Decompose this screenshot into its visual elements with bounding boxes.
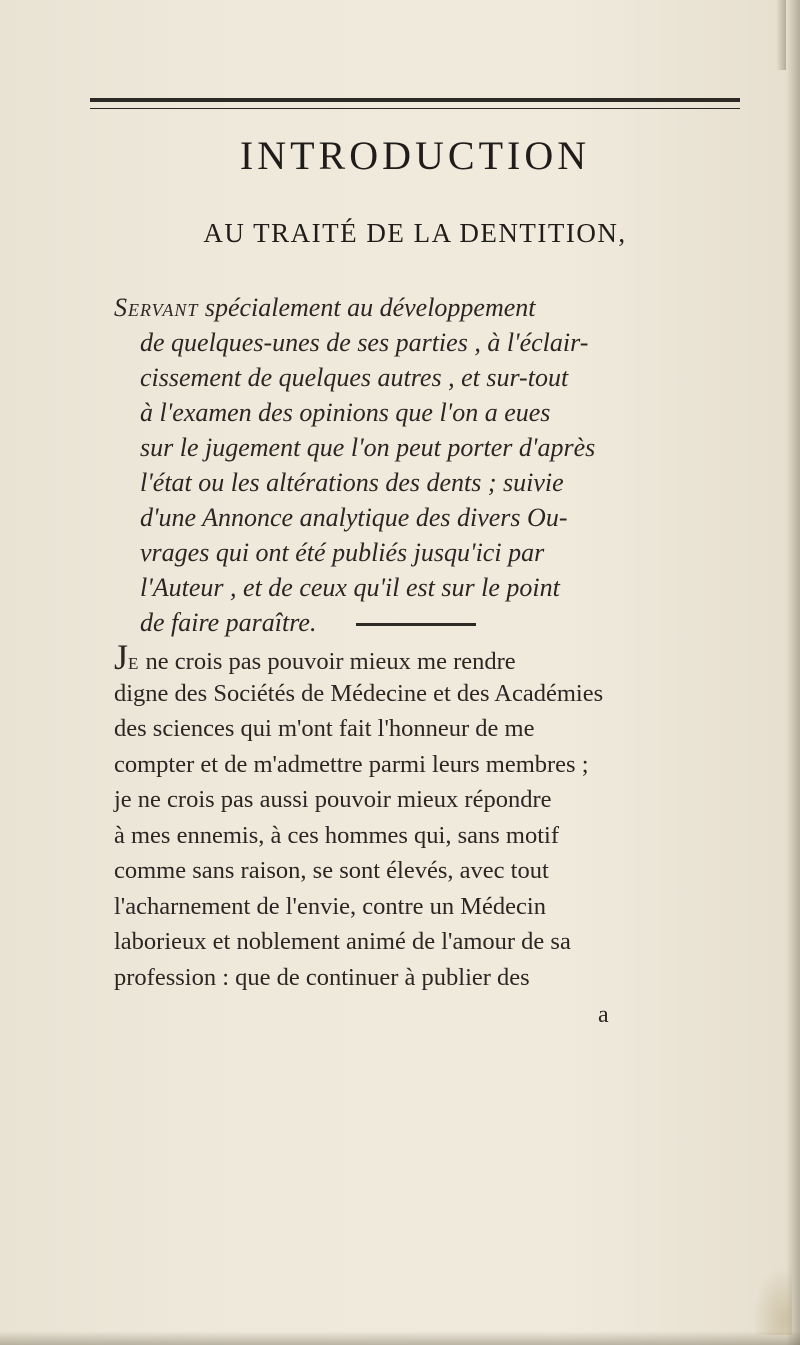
section-separator-rule bbox=[356, 623, 476, 626]
header-rule-thin bbox=[90, 108, 740, 109]
body-line: je ne crois pas aussi pouvoir mieux répondre bbox=[114, 786, 552, 813]
summary-line-text: spécialement au développement bbox=[198, 293, 536, 322]
header-rule-thick bbox=[90, 98, 740, 102]
page-edge-shadow-bottom bbox=[0, 1331, 800, 1345]
page-subtitle: AU TRAITÉ DE LA DENTITION, bbox=[203, 218, 627, 248]
body-line: profession : que de continuer à publier des bbox=[114, 963, 530, 991]
summary-line: vrages qui ont été publiés jusqu'ici par bbox=[140, 538, 545, 567]
page-title: INTRODUCTION bbox=[239, 133, 591, 178]
summary-line: de quelques-unes de ses parties , à l'éclair- bbox=[140, 328, 589, 357]
corner-stain bbox=[752, 1265, 792, 1335]
summary-line bbox=[114, 290, 754, 325]
dropcap-letter: J bbox=[114, 637, 129, 677]
body-line: laborieux et noblement animé de l'amour de sa bbox=[114, 928, 571, 955]
page-edge-shadow-right bbox=[786, 0, 800, 1345]
body-line: comme sans raison, se sont élevés, avec tout bbox=[114, 857, 549, 884]
dropcap-rest: E bbox=[128, 654, 140, 673]
summary-line: sur le jugement que l'on peut porter d'après bbox=[140, 433, 596, 462]
summary-line: d'une Annonce analytique des divers Ou- bbox=[140, 503, 568, 532]
body-line: des sciences qui m'ont fait l'honneur de me bbox=[114, 715, 535, 742]
summary-line: l'état ou les altérations des dents ; suivie bbox=[140, 468, 564, 497]
summary-paragraph bbox=[114, 290, 754, 640]
body-line: digne des Sociétés de Médecine et des Académies bbox=[114, 679, 604, 707]
body-line: à mes ennemis, à ces hommes qui, sans motif bbox=[114, 821, 559, 849]
body-line: l'acharnement de l'envie, contre un Médecin bbox=[114, 892, 546, 920]
summary-line: à l'examen des opinions que l'on a eues bbox=[140, 398, 551, 427]
body-paragraph bbox=[114, 637, 754, 995]
summary-line: de faire paraître. bbox=[140, 608, 317, 637]
summary-lead-word: Servant bbox=[114, 293, 199, 322]
body-line: compter et de m'admettre parmi leurs membres ; bbox=[114, 750, 589, 778]
summary-line: l'Auteur , et de ceux qu'il est sur le point bbox=[140, 573, 560, 602]
body-line bbox=[114, 637, 754, 677]
body-line-text: ne crois pas pouvoir mieux me rendre bbox=[139, 648, 516, 675]
summary-line: cissement de quelques autres , et sur-tout bbox=[140, 363, 569, 392]
signature-mark: a bbox=[598, 1002, 609, 1028]
page-fold-mark bbox=[776, 0, 786, 70]
